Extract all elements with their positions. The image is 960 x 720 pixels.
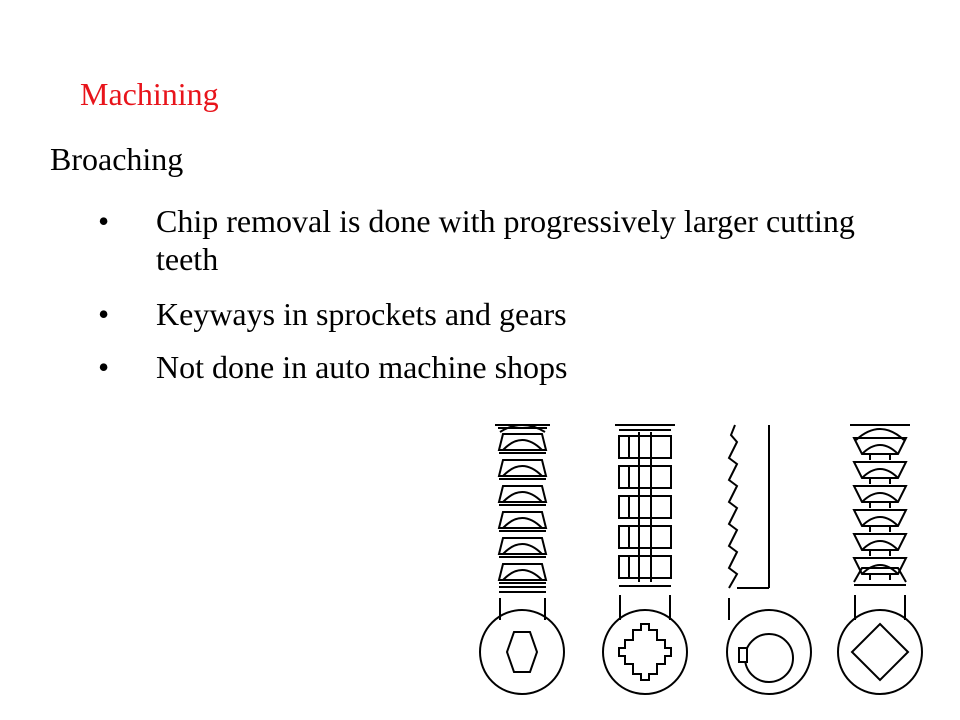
spline-broach: [603, 425, 687, 694]
bullet-text: Keyways in sprockets and gears: [156, 296, 567, 332]
broach-illustration: [465, 420, 960, 720]
keyway-broach: [727, 425, 811, 694]
bullet-marker: •: [98, 203, 110, 239]
section-title: Machining: [80, 76, 219, 112]
bullet-text: Chip removal is done with progressively larger cutting teeth: [156, 203, 855, 277]
bullet-marker: •: [98, 296, 110, 332]
hexagon-broach: [480, 425, 564, 694]
bullet-text: Not done in auto machine shops: [156, 349, 568, 385]
slide-title: Broaching: [50, 141, 184, 177]
square-broach: [838, 425, 922, 694]
bullet-marker: •: [98, 349, 110, 385]
